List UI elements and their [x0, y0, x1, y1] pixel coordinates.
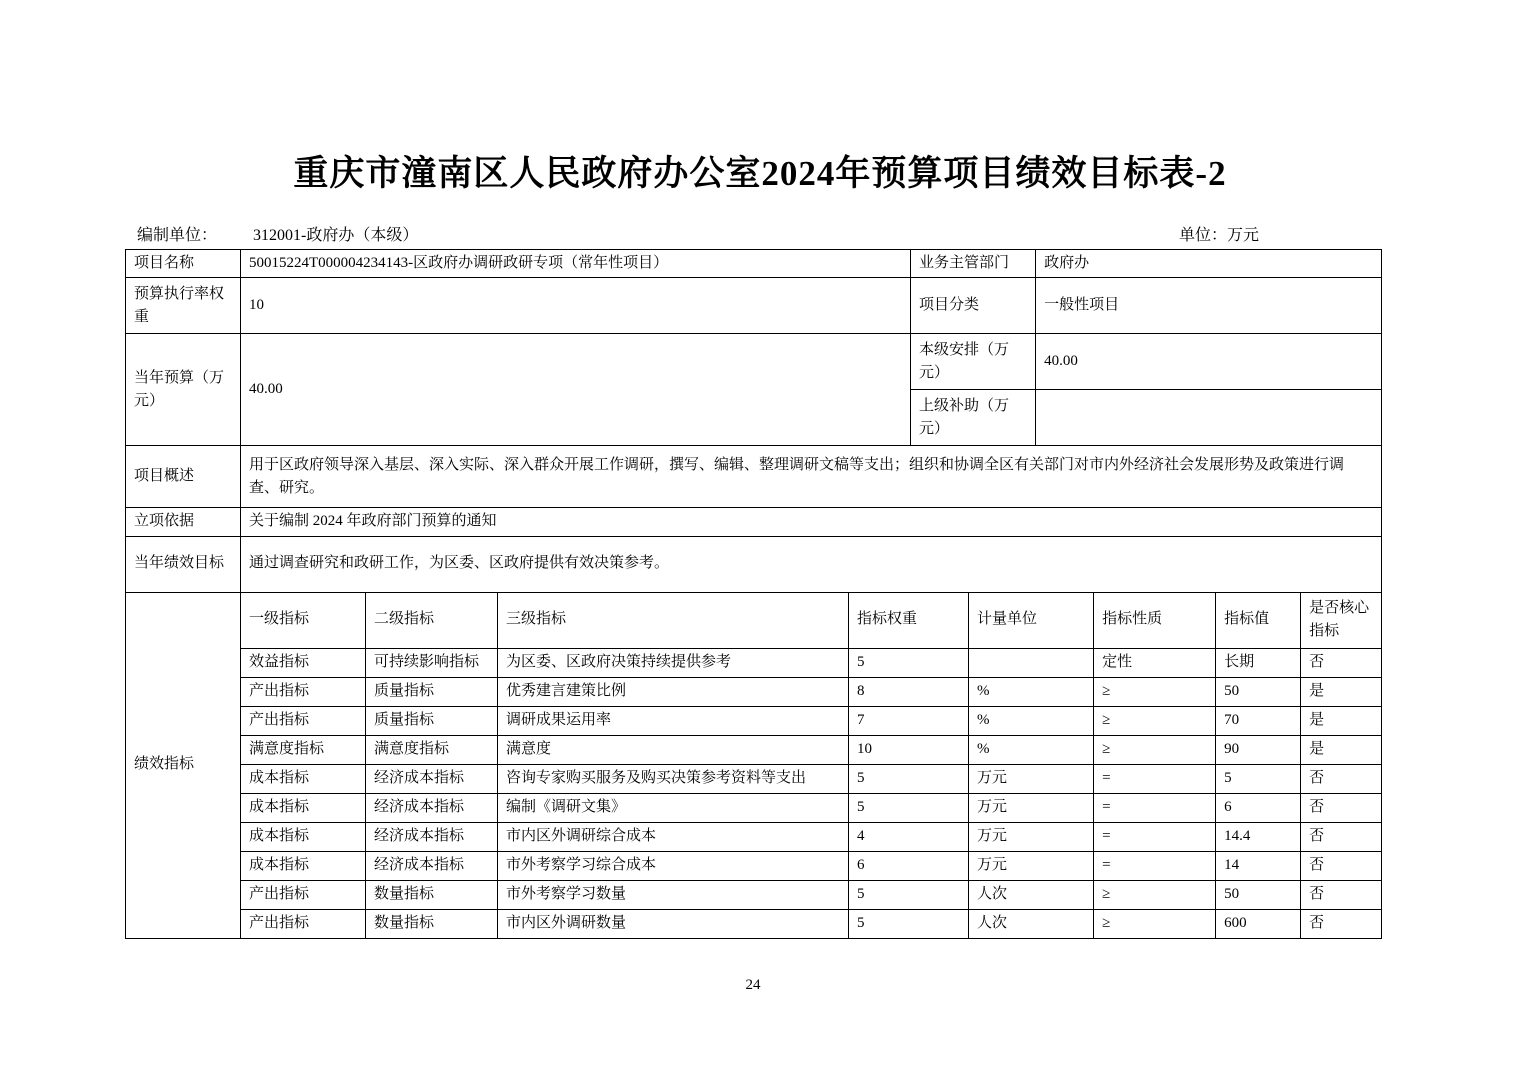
indicator-core: 是: [1301, 706, 1382, 735]
indicator-level3: 调研成果运用率: [498, 706, 849, 735]
indicator-nature: =: [1094, 851, 1216, 880]
indicator-level2: 经济成本指标: [366, 851, 498, 880]
category-value: 一般性项目: [1036, 278, 1382, 334]
indicator-unit: 人次: [969, 909, 1094, 938]
budget-value: 40.00: [241, 334, 911, 446]
currency-unit: [1179, 222, 1381, 245]
indicator-level1: 产出指标: [241, 909, 366, 938]
local-label: 本级安排（万元）: [911, 334, 1036, 390]
budget-performance-table: [125, 249, 1382, 939]
local-value: 40.00: [1036, 334, 1382, 390]
indicator-row: [126, 764, 1382, 793]
currency-unit-label: 单位：万元: [1178, 227, 1259, 244]
indicator-core: 是: [1301, 735, 1382, 764]
indicator-level1: 产出指标: [241, 706, 366, 735]
indicator-level1: 成本指标: [241, 822, 366, 851]
indicator-level3: 市外考察学习综合成本: [498, 851, 849, 880]
indicator-core: 否: [1301, 851, 1382, 880]
indicator-value: 90: [1216, 735, 1301, 764]
indicator-header-unit: 计量单位: [969, 592, 1094, 648]
overview-value: 用于区政府领导深入基层、深入实际、深入群众开展工作调研，撰写、编辑、整理调研文稿等支出；组织和协调全区有关部门对市内外经济社会发展形势及政策进行调查、研究。: [241, 446, 1382, 508]
indicator-level1: 成本指标: [241, 764, 366, 793]
indicator-header-level2: 二级指标: [366, 592, 498, 648]
indicator-level1: 成本指标: [241, 793, 366, 822]
indicator-level3: 优秀建言建策比例: [498, 677, 849, 706]
indicator-unit: %: [969, 735, 1094, 764]
indicator-level3: 市外考察学习数量: [498, 880, 849, 909]
page-title: 重庆市潼南区人民政府办公室2024年预算项目绩效目标表-2: [293, 154, 1227, 193]
budget-label: 当年预算（万元）: [126, 334, 241, 446]
indicator-level1: 产出指标: [241, 677, 366, 706]
indicator-value: 50: [1216, 880, 1301, 909]
subsidy-value: [1036, 390, 1382, 446]
indicator-unit: 万元: [969, 822, 1094, 851]
indicator-unit: 万元: [969, 793, 1094, 822]
indicator-header-level3: 三级指标: [498, 592, 849, 648]
row-basis: [126, 508, 1382, 536]
indicator-header-level1: 一级指标: [241, 592, 366, 648]
indicator-level3: 咨询专家购买服务及购买决策参考资料等支出: [498, 764, 849, 793]
project-name-label: 项目名称: [126, 250, 241, 278]
indicator-weight: 7: [849, 706, 969, 735]
indicator-nature: ≥: [1094, 735, 1216, 764]
row-exec-rate: [126, 278, 1382, 334]
indicator-row: [126, 851, 1382, 880]
indicator-weight: 5: [849, 764, 969, 793]
indicator-nature: 定性: [1094, 648, 1216, 677]
indicator-level2: 满意度指标: [366, 735, 498, 764]
indicator-nature: ≥: [1094, 909, 1216, 938]
indicator-level3: 市内区外调研数量: [498, 909, 849, 938]
row-goal: [126, 536, 1382, 592]
indicator-level2: 数量指标: [366, 909, 498, 938]
indicator-unit: %: [969, 706, 1094, 735]
indicator-nature: ≥: [1094, 677, 1216, 706]
indicators-label: 绩效指标: [126, 592, 241, 938]
indicator-value: 70: [1216, 706, 1301, 735]
document-content: [125, 222, 1381, 994]
indicator-row: [126, 793, 1382, 822]
overview-label: 项目概述: [126, 446, 241, 508]
indicator-level2: 经济成本指标: [366, 793, 498, 822]
basis-label: 立项依据: [126, 508, 241, 536]
page-number: 24: [745, 976, 761, 993]
dept-label: 业务主管部门: [911, 250, 1036, 278]
indicator-core: 否: [1301, 793, 1382, 822]
indicator-nature: ≥: [1094, 706, 1216, 735]
indicator-header-row: [126, 592, 1382, 648]
indicator-weight: 5: [849, 793, 969, 822]
indicator-row: [126, 648, 1382, 677]
indicator-nature: =: [1094, 764, 1216, 793]
indicator-value: 50: [1216, 677, 1301, 706]
subsidy-label: 上级补助（万元）: [911, 390, 1036, 446]
indicator-header-value: 指标值: [1216, 592, 1301, 648]
indicator-level2: 数量指标: [366, 880, 498, 909]
row-overview: [126, 446, 1382, 508]
exec-rate-value: 10: [241, 278, 911, 334]
indicator-nature: =: [1094, 793, 1216, 822]
indicator-level3: 编制《调研文集》: [498, 793, 849, 822]
indicator-weight: 4: [849, 822, 969, 851]
indicator-weight: 8: [849, 677, 969, 706]
indicator-level1: 满意度指标: [241, 735, 366, 764]
indicator-row: [126, 909, 1382, 938]
indicator-unit: [969, 648, 1094, 677]
goal-label: 当年绩效目标: [126, 536, 241, 592]
indicator-nature: =: [1094, 822, 1216, 851]
meta-row: [125, 222, 1381, 245]
indicator-level3: 市内区外调研综合成本: [498, 822, 849, 851]
indicator-weight: 5: [849, 909, 969, 938]
indicator-level2: 可持续影响指标: [366, 648, 498, 677]
indicator-level3: 满意度: [498, 735, 849, 764]
dept-value: 政府办: [1036, 250, 1382, 278]
indicator-header-weight: 指标权重: [849, 592, 969, 648]
indicator-core: 否: [1301, 822, 1382, 851]
indicator-core: 否: [1301, 648, 1382, 677]
indicator-row: [126, 880, 1382, 909]
indicator-level1: 成本指标: [241, 851, 366, 880]
project-name-value: 50015224T000004234143-区政府办调研政研专项（常年性项目）: [241, 250, 911, 278]
indicator-row: [126, 706, 1382, 735]
indicator-row: [126, 677, 1382, 706]
indicator-level2: 经济成本指标: [366, 822, 498, 851]
compiling-unit: [125, 222, 418, 245]
indicator-value: 14.4: [1216, 822, 1301, 851]
indicator-row: [126, 735, 1382, 764]
compiling-unit-label: 编制单位：: [137, 227, 218, 244]
indicator-level1: 效益指标: [241, 648, 366, 677]
indicator-weight: 6: [849, 851, 969, 880]
indicator-value: 14: [1216, 851, 1301, 880]
row-project-name: [126, 250, 1382, 278]
indicator-weight: 5: [849, 880, 969, 909]
goal-value: 通过调查研究和政研工作，为区委、区政府提供有效决策参考。: [241, 536, 1382, 592]
indicator-level2: 质量指标: [366, 677, 498, 706]
indicator-value: 6: [1216, 793, 1301, 822]
indicator-value: 600: [1216, 909, 1301, 938]
basis-value: 关于编制 2024 年政府部门预算的通知: [241, 508, 1382, 536]
indicator-row: [126, 822, 1382, 851]
indicator-core: 否: [1301, 880, 1382, 909]
indicator-nature: ≥: [1094, 880, 1216, 909]
category-label: 项目分类: [911, 278, 1036, 334]
indicator-unit: 万元: [969, 851, 1094, 880]
indicator-header-nature: 指标性质: [1094, 592, 1216, 648]
indicator-level3: 为区委、区政府决策持续提供参考: [498, 648, 849, 677]
indicator-weight: 5: [849, 648, 969, 677]
exec-rate-label: 预算执行率权重: [126, 278, 241, 334]
indicator-value: 长期: [1216, 648, 1301, 677]
indicator-unit: 人次: [969, 880, 1094, 909]
row-budget-local: [126, 334, 1382, 390]
indicator-header-core: 是否核心指标: [1301, 592, 1382, 648]
indicator-unit: %: [969, 677, 1094, 706]
compiling-unit-value: 312001-政府办（本级）: [253, 227, 419, 244]
indicator-unit: 万元: [969, 764, 1094, 793]
indicator-core: 否: [1301, 909, 1382, 938]
indicator-core: 否: [1301, 764, 1382, 793]
indicator-value: 5: [1216, 764, 1301, 793]
indicator-weight: 10: [849, 735, 969, 764]
indicator-level2: 质量指标: [366, 706, 498, 735]
indicator-core: 是: [1301, 677, 1382, 706]
indicator-level2: 经济成本指标: [366, 764, 498, 793]
indicator-level1: 产出指标: [241, 880, 366, 909]
